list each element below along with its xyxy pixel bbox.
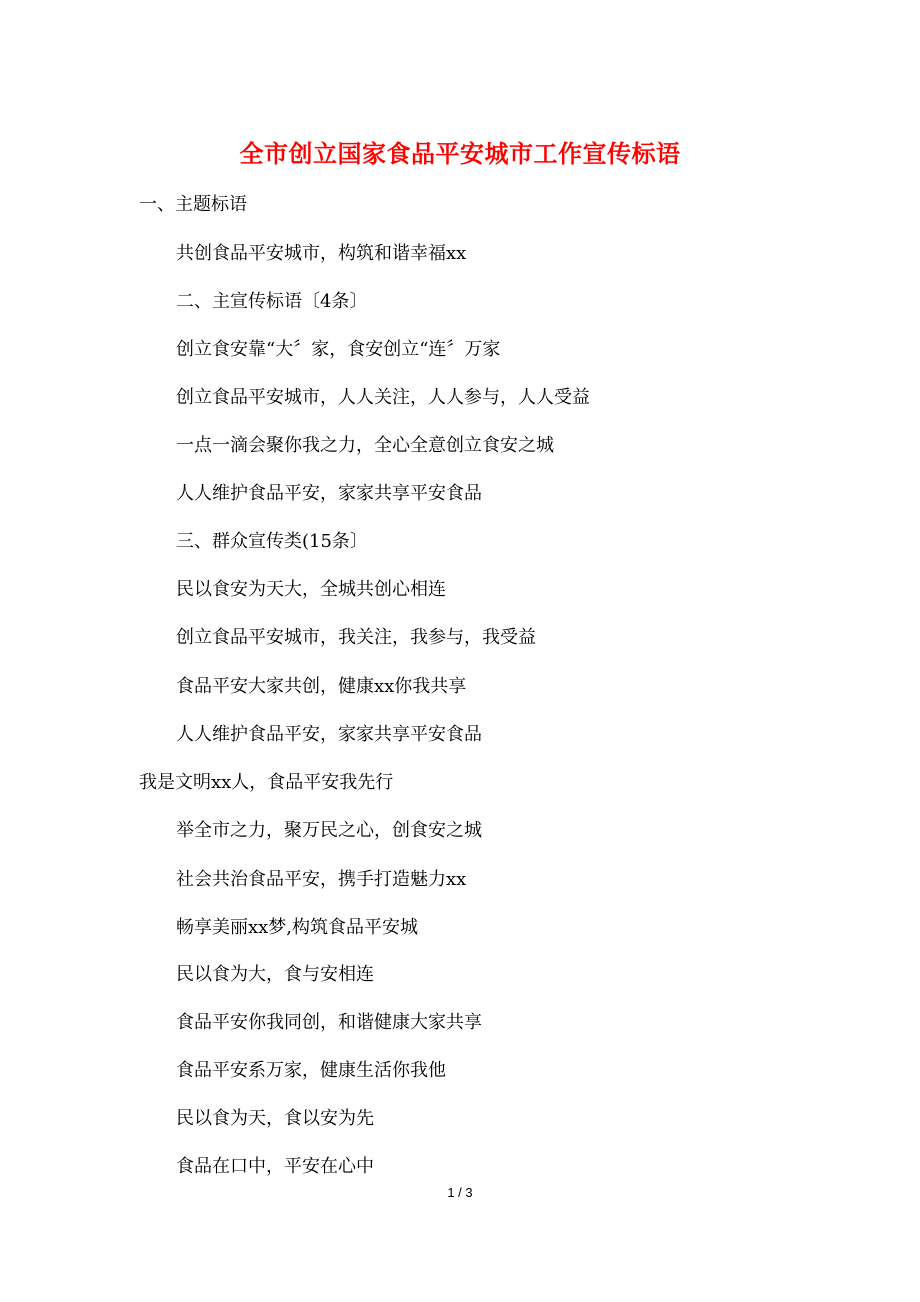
slogan-line: 创立食品平安城市，我关注，我参与，我受益	[176, 627, 536, 648]
slogan-line: 民以食为天，食以安为先	[176, 1108, 374, 1129]
slogan-line: 食品平安系万家，健康生活你我他	[176, 1060, 446, 1081]
slogan-line: 人人维护食品平安，家家共享平安食品	[176, 724, 482, 745]
slogan-line: 人人维护食品平安，家家共享平安食品	[176, 483, 482, 504]
slogan-line: 举全市之力，聚万民之心，创食安之城	[176, 820, 482, 841]
slogan-line: 食品在口中，平安在心中	[176, 1156, 374, 1177]
slogan-line: 畅享美丽xx梦,构筑食品平安城	[176, 917, 419, 938]
slogan-line: 民以食安为天大，全城共创心相连	[176, 579, 446, 600]
slogan-line: 我是文明xx人，食品平安我先行	[139, 772, 394, 793]
slogan-line: 社会共治食品平安，携手打造魅力xx	[176, 869, 467, 890]
section-heading-theme-slogan: 一、主题标语	[139, 194, 247, 215]
document-title: 全市创立国家食品平安城市工作宣传标语	[239, 139, 681, 168]
slogan-line: 食品平安大家共创，健康xx你我共享	[176, 676, 467, 697]
slogan-line: 创立食品平安城市，人人关注，人人参与，人人受益	[176, 387, 590, 408]
slogan-line: 共创食品平安城市，构筑和谐幸福xx	[176, 243, 467, 264]
slogan-line: 民以食为大，食与安相连	[176, 964, 374, 985]
slogan-line: 一点一滴会聚你我之力，全心全意创立食安之城	[176, 435, 554, 456]
section-heading-public-slogans: 三、群众宣传类(15条〕	[176, 531, 368, 552]
page-number: 1 / 3	[447, 1185, 473, 1200]
slogan-line: 食品平安你我同创，和谐健康大家共享	[176, 1012, 482, 1033]
section-heading-main-slogans: 二、主宣传标语〔4条〕	[176, 291, 368, 312]
slogan-line: 创立食安靠“大〞家，食安创立“连〞万家	[176, 339, 501, 360]
